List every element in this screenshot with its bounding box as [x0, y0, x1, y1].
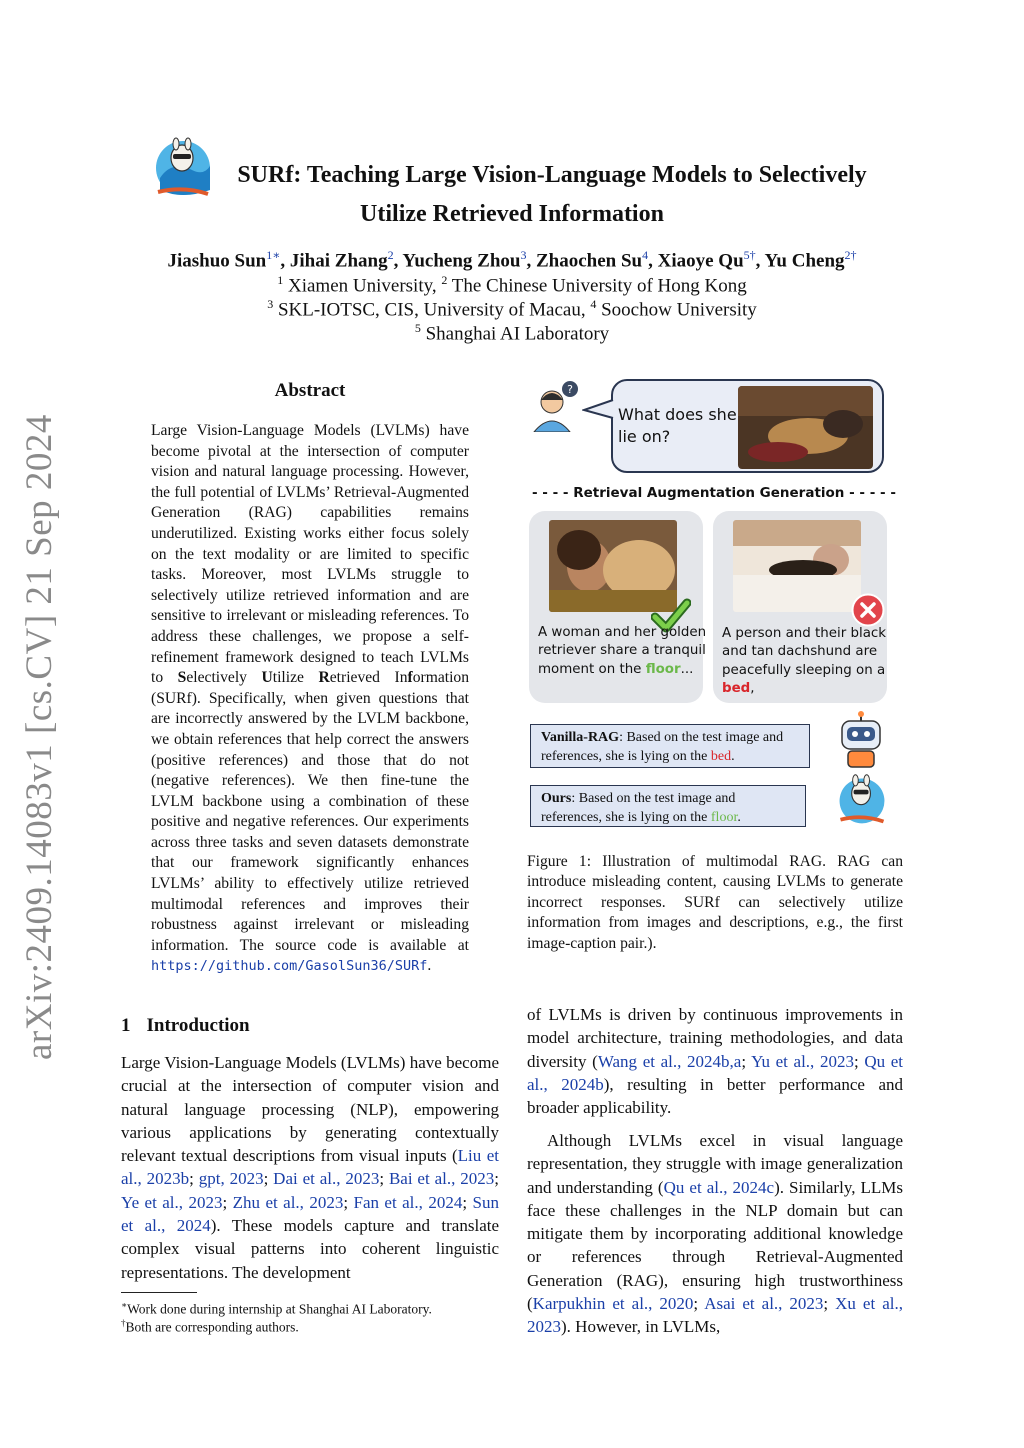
- paragraph-text: ;: [189, 1169, 199, 1189]
- author-affiliation-mark: 4: [642, 248, 649, 262]
- affiliation-line-1: [0, 273, 1024, 297]
- affiliation-name: Xiamen University,: [283, 275, 437, 297]
- paragraph-text: ;: [823, 1294, 836, 1314]
- citation-link[interactable]: Dai et al., 2023: [273, 1169, 380, 1189]
- citation-link[interactable]: Asai et al., 2023: [704, 1294, 824, 1314]
- arxiv-stamp: arXiv:2409.14083v1 [cs.CV] 21 Sep 2024: [19, 414, 60, 1060]
- affiliation-name: Soochow University: [596, 299, 757, 321]
- rag-section-title: - - - - Retrieval Augmentation Generation - - - - -: [532, 485, 896, 501]
- citation-link[interactable]: Qu et al., 2024c: [663, 1177, 775, 1197]
- wrong-cross-icon: [851, 593, 885, 627]
- citation-link[interactable]: Karpukhin et al., 2020: [532, 1294, 694, 1314]
- affiliation-number: 4: [590, 297, 597, 311]
- paragraph-text: ). These models capture and translate complex visual patterns into coherent linguistic representations. The development: [121, 1216, 500, 1282]
- citation-link[interactable]: Liu et al., 2023b: [121, 1146, 499, 1189]
- paragraph-text: ;: [693, 1294, 705, 1314]
- citation-link[interactable]: Ye et al., 2023: [121, 1192, 223, 1212]
- query-photo-woman-dog-on-floor: [738, 386, 873, 469]
- paragraph-text: ;: [494, 1169, 499, 1189]
- footnote-2: †Both are corresponding authors.: [121, 1318, 299, 1335]
- paragraph-text: ;: [379, 1169, 389, 1189]
- svg-text:?: ?: [567, 383, 573, 396]
- speech-bubble-tail: [582, 398, 614, 422]
- paper-title-line-1: SURf: Teaching Large Vision-Language Models to Selectively: [237, 162, 867, 188]
- vanilla-rag-answer-box: Vanilla-RAG: Based on the test image and references, she is lying on the bed.: [530, 724, 810, 768]
- author-affiliation-mark: 2: [387, 248, 394, 262]
- citation-link[interactable]: Qu et al., 2024b: [527, 1051, 904, 1094]
- paragraph-text: ;: [462, 1192, 473, 1212]
- author-name: Jihai Zhang: [289, 250, 388, 272]
- intro-paragraph-1: [121, 1051, 499, 1284]
- paragraph-text: ;: [853, 1051, 865, 1071]
- author-affiliation-mark: 3: [520, 248, 527, 262]
- affiliation-name: The Chinese University of Hong Kong: [447, 275, 747, 297]
- query-text: What does she lie on?: [618, 405, 737, 446]
- paragraph-text: Although LVLMs excel in visual language representation, they struggle with image generalization and understanding (: [527, 1131, 903, 1197]
- paragraph-text: ). Similarly, LLMs face these challenges in the NLP domain but can mitigate them by incorporating additional knowledge or references through Retrieval-Augmented Generation (RAG), ensuring high trustworthiness (: [527, 1177, 904, 1314]
- abstract-body: Large Vision-Language Models (LVLMs) have become pivotal at the intersection of computer vision and natural language processing. However, the full potential of LVLMs’ Retrieval-Augmented Generation (RAG) capabilities remains underutilized. Existing works either focus solely on the text modality or are limited to specific tasks. Moreover, most LVLMs struggle to selectively utilize retrieved information and are sensitive to irrelevant or misleading references. To address these challenges, we propose a self-refinement framework designed to teach LVLMs to Selectively Utilize Retrieved Information (SURf). Specifically, when given questions that are incorrectly answered by the LVLM backbone, we obtain references that help correct the answers (positive references) and those that do not (negative references). We then fine-tune the LVLM backbone using a combination of these positive and negative references. Our experiments across three tasks and seven datasets demonstrate that our framework significantly enhances LVLMs’ ability to effectively utilize retrieved multimodal references and improves their robustness against irrelevant or misleading information. The source code is available at https://github.com/GasolSun36/SURf.: [151, 422, 470, 975]
- citation-link[interactable]: Bai et al., 2023: [388, 1169, 495, 1189]
- paragraph-text: ;: [222, 1192, 233, 1212]
- author-affiliation-mark: 2†: [844, 248, 857, 262]
- citation-link[interactable]: Yu et al., 2023: [751, 1051, 854, 1071]
- paragraph-text: ), resulting in better performance and broader applicability.: [527, 1074, 903, 1118]
- footnote-divider: [121, 1292, 197, 1293]
- robot-icon: [836, 711, 886, 769]
- ours-answer-box: Ours: Based on the test image and references, she is lying on the floor.: [530, 785, 806, 827]
- paragraph-text: ;: [263, 1169, 274, 1189]
- intro-paragraph-2: [527, 1003, 903, 1119]
- footnote-1: ∗Work done during internship at Shanghai AI Laboratory.: [121, 1300, 432, 1317]
- paper-title-line-2: Utilize Retrieved Information: [360, 201, 664, 227]
- figure-1-caption: Figure 1: Illustration of multimodal RAG. RAG can introduce misleading content, causing LVLMs to generate incorrect responses. SURf can selectively utilize information from images and descriptions, e.g., the first image-caption pair.).: [527, 853, 903, 952]
- abstract-heading: Abstract: [274, 380, 346, 401]
- author-name: Yu Cheng: [764, 250, 845, 272]
- reference-caption-positive: A woman and her golden retriever share a tranquil moment on the floor...: [538, 625, 707, 677]
- affiliation-line-2: [0, 297, 1024, 321]
- affiliation-number: 2: [441, 273, 448, 287]
- citation-link[interactable]: Fan et al., 2024: [353, 1192, 463, 1212]
- citation-link[interactable]: gpt, 2023: [198, 1169, 264, 1189]
- citation-link[interactable]: Xu et al., 2023: [527, 1294, 903, 1337]
- paragraph-text: ). However, in LVLMs,: [561, 1317, 721, 1337]
- paragraph-text: ;: [741, 1051, 752, 1071]
- reference-photo-person-dachshund-bed: [733, 520, 861, 612]
- author-name: Zhaochen Su: [535, 250, 643, 272]
- paragraph-text: Large Vision-Language Models (LVLMs) have become crucial at the intersection of computer vision and natural language processing (NLP), empowering various applications by generating contextually relevant textual descriptions from visual inputs (: [121, 1053, 499, 1166]
- surf-llama-mascot-icon: [833, 771, 891, 829]
- author-list: Jiashuo Sun$^{1∗}$, Jihai Zhang$^2$, Yucheng Zhou$^3$, Zhaochen Su$^4$, Xiaoye $Qu^{5\dagger}$, Yu Cheng$^{2\dagger}$: [167, 248, 857, 272]
- intro-paragraph-3: [527, 1129, 903, 1339]
- source-code-link[interactable]: https://github.com/GasolSun36/SURf: [151, 958, 428, 975]
- affiliation-number: 1: [277, 273, 284, 287]
- author-name: Jiashuo Sun: [167, 250, 267, 272]
- confused-user-icon: [530, 380, 582, 432]
- section-heading-introduction: 1 Introduction: [121, 1015, 250, 1036]
- author-affiliation-mark: 1∗: [266, 248, 281, 262]
- author-name: Xiaoye Qu: [657, 250, 744, 272]
- reference-caption-negative: A person and their black and tan dachshund are peacefully sleeping on a bed,: [722, 626, 887, 697]
- citation-link[interactable]: Wang et al., 2024b,a: [597, 1051, 742, 1071]
- affiliation-name: Shanghai AI Laboratory: [420, 323, 610, 345]
- affiliation-number: 3: [267, 297, 274, 311]
- paragraph-text: ;: [343, 1192, 354, 1212]
- affiliation-line-3: [0, 321, 1024, 345]
- citation-link[interactable]: Sun et al., 2024: [121, 1192, 499, 1236]
- citation-link[interactable]: Zhu et al., 2023: [232, 1192, 344, 1212]
- author-name: Yucheng Zhou: [402, 250, 521, 272]
- paragraph-text: of LVLMs is driven by continuous improvements in model architecture, training methodologies, and data diversity (: [527, 1005, 903, 1071]
- author-affiliation-mark: 5†: [743, 248, 756, 262]
- affiliation-number: 5: [414, 321, 421, 335]
- affiliation-name: SKL-IOTSC, CIS, University of Macau,: [273, 299, 586, 321]
